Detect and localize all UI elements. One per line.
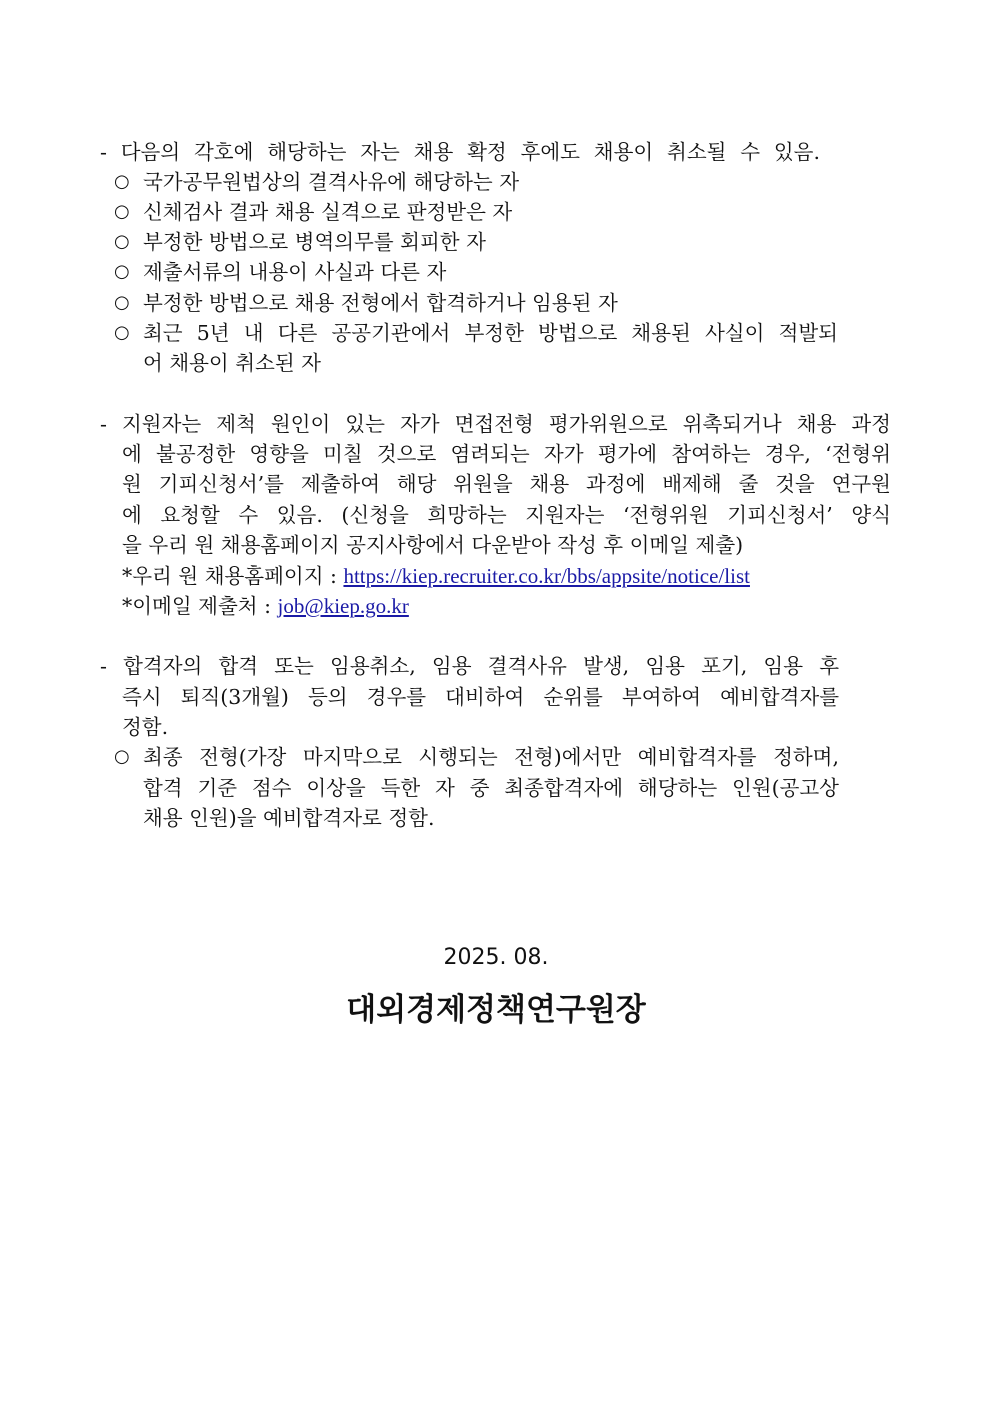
- cancellation-item: 국가공무원법상의 결격사유에 해당하는 자: [143, 170, 520, 194]
- reserve-paragraph-line: 즉시 퇴직(3개월) 등의 경우를 대비하여 순위를 부여하여 예비합격자를: [122, 685, 839, 709]
- bullet-icon: ○: [114, 292, 130, 313]
- reserve-sub-line: 합격 기준 점수 이상을 득한 자 중 최종합격자에 해당하는 인원(공고상: [143, 776, 839, 800]
- reserve-sub-line: 채용 인원)을 예비합격자로 정함.: [143, 806, 435, 830]
- reserve-paragraph-line: - 합격자의 합격 또는 임용취소, 임용 결격사유 발생, 임용 포기, 임용 후: [100, 654, 839, 678]
- cancellation-item: 부정한 방법으로 채용 전형에서 합격하거나 임용된 자: [143, 291, 618, 315]
- reserve-sub-line: 최종 전형(가장 마지막으로 시행되는 전형)에서만 예비합격자를 정하며,: [143, 745, 839, 769]
- cancellation-item: 신체검사 결과 채용 실격으로 판정받은 자: [143, 200, 513, 224]
- bullet-icon: ○: [114, 201, 130, 222]
- organization-signature: 대외경제정책연구원장: [346, 992, 646, 1028]
- recusal-paragraph-line: - 지원자는 제척 원인이 있는 자가 면접전형 평가위원으로 위촉되거나 채용 과정: [100, 412, 891, 436]
- bullet-icon: ○: [114, 231, 130, 252]
- email-label: *이메일 제출처 :: [122, 594, 278, 618]
- email-row: [122, 591, 409, 621]
- homepage-label: *우리 원 채용홈페이지 :: [122, 564, 344, 588]
- recusal-paragraph-line: 을 우리 원 채용홈페이지 공지사항에서 다운받아 작성 후 이메일 제출): [122, 533, 744, 557]
- notice-date: 2025. 08.: [443, 945, 549, 970]
- homepage-link[interactable]: https://kiep.recruiter.co.kr/bbs/appsite/notice/list: [343, 564, 750, 588]
- homepage-row: [122, 561, 750, 591]
- bullet-icon: ○: [114, 171, 130, 192]
- recusal-paragraph-line: 에 요청할 수 있음. (신청을 희망하는 지원자는 ‘전형위원 기피신청서’ 양식: [122, 503, 891, 527]
- recusal-paragraph-line: 원 기피신청서’를 제출하여 해당 위원을 채용 과정에 배제해 줄 것을 연구원: [122, 472, 891, 496]
- recusal-paragraph-line: 에 불공정한 영향을 미칠 것으로 염려되는 자가 평가에 참여하는 경우, ‘전형위: [122, 442, 891, 466]
- bullet-icon: ○: [114, 746, 130, 767]
- cancellation-item: 제출서류의 내용이 사실과 다른 자: [143, 260, 447, 284]
- bullet-icon: ○: [114, 322, 130, 343]
- email-link[interactable]: job@kiep.go.kr: [277, 594, 409, 618]
- cancellation-intro: - 다음의 각호에 해당하는 자는 채용 확정 후에도 채용이 취소될 수 있음.: [100, 140, 820, 164]
- bullet-icon: ○: [114, 261, 130, 282]
- cancellation-item: 최근 5년 내 다른 공공기관에서 부정한 방법으로 채용된 사실이 적발되: [143, 321, 838, 345]
- reserve-paragraph-line: 정함.: [122, 715, 169, 739]
- cancellation-item-continued: 어 채용이 취소된 자: [143, 351, 321, 375]
- cancellation-item: 부정한 방법으로 병역의무를 회피한 자: [143, 230, 486, 254]
